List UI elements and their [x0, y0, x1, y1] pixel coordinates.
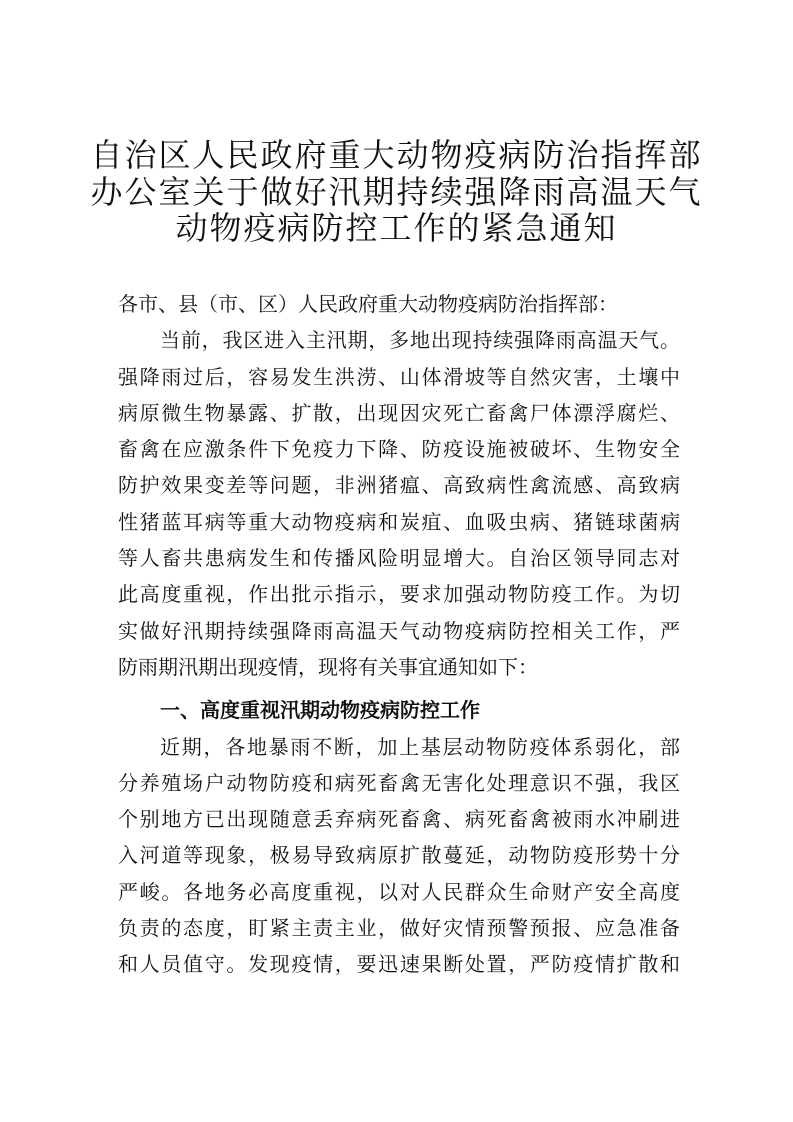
text-line: 严峻。各地务必高度重视，以对人民群众生命财产安全高度	[118, 879, 680, 904]
text-line: 分养殖场户动物防疫和病死畜禽无害化处理意识不强，我区	[118, 770, 680, 795]
paragraph-1	[118, 322, 680, 685]
text-line: 实做好汛期持续强降雨高温天气动物疫病防控相关工作，严	[118, 618, 680, 643]
text-line: 性猪蓝耳病等重大动物疫病和炭疽、血吸虫病、猪链球菌病	[118, 509, 680, 534]
text-line: 病原微生物暴露、扩散，出现因灾死亡畜禽尸体漂浮腐烂、	[118, 400, 680, 425]
paragraph-2	[118, 729, 680, 983]
text-line: 当前，我区进入主汛期，多地出现持续强降雨高温天气。	[160, 328, 680, 353]
title-line: 自治区人民政府重大动物疫病防治指挥部	[90, 136, 703, 174]
text-line: 防护效果变差等问题，非洲猪瘟、高致病性禽流感、高致病	[118, 473, 680, 498]
text-line: 个别地方已出现随意丢弃病死畜禽、病死畜禽被雨水冲刷进	[118, 807, 680, 832]
document-body	[118, 286, 680, 983]
title-line: 办公室关于做好汛期持续强降雨高温天气	[90, 172, 703, 211]
text-line: 强降雨过后，容易发生洪涝、山体滑坡等自然灾害，土壤中	[118, 364, 680, 389]
text-line: 负责的态度，盯紧主责主业，做好灾情预警预报、应急准备	[118, 916, 680, 941]
text-line: 等人畜共患病发生和传播风险明显增大。自治区领导同志对	[118, 546, 680, 571]
text-line: 防雨期汛期出现疫情，现将有关事宜通知如下：	[118, 654, 538, 679]
text-line: 和人员值守。发现疫情，要迅速果断处置，严防疫情扩散和	[118, 952, 680, 977]
text-line: 入河道等现象，极易导致病原扩散蔓延，动物防疫形势十分	[118, 843, 680, 868]
text-line: 近期，各地暴雨不断，加上基层动物防疫体系弱化，部	[160, 734, 680, 759]
text-line: 畜禽在应激条件下免疫力下降、防疫设施被破坏、生物安全	[118, 437, 680, 462]
text-line: 此高度重视，作出批示指示，要求加强动物防疫工作。为切	[118, 582, 680, 607]
document-title	[0, 137, 793, 247]
salutation: 各市、县（市、区）人民政府重大动物疫病防治指挥部：	[118, 292, 618, 316]
section-heading: 一、高度重视汛期动物疫病防控工作	[160, 698, 480, 723]
title-line: 动物疫病防控工作的紧急通知	[175, 209, 618, 247]
